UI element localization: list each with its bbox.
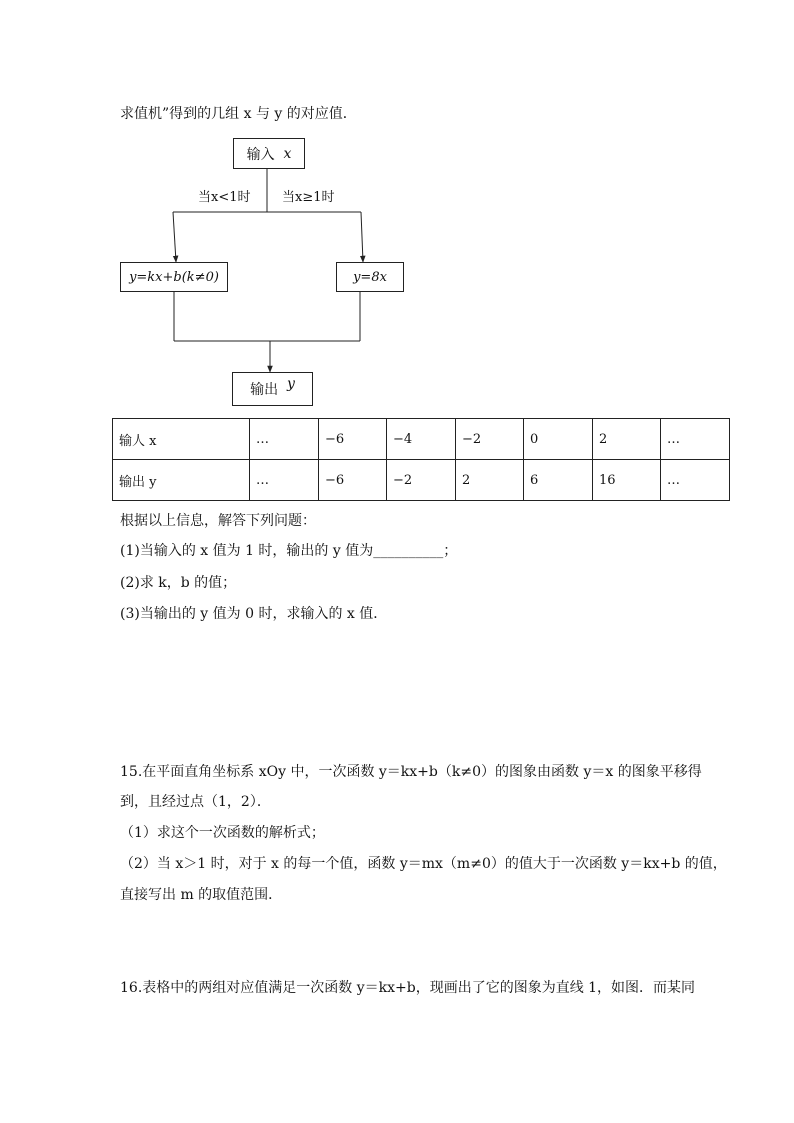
- intro-line: 求值机”得到的几组 x 与 y 的对应值．: [120, 106, 357, 122]
- table-cell: 6: [524, 460, 593, 501]
- table-cell: 0: [524, 419, 593, 460]
- formula-left: y=kx+b(k≠0): [129, 269, 219, 285]
- table-cell: −6: [319, 460, 387, 501]
- q14-part1: (1)当输入的 x 值为 1 时，输出的 y 值为__________；: [120, 543, 458, 559]
- table-cell: −6: [319, 419, 387, 460]
- output-box: [232, 372, 313, 406]
- q16-line1: 16.表格中的两组对应值满足一次函数 y＝kx+b，现画出了它的图象为直线 1，如图．而某同: [120, 980, 696, 996]
- formula-right: y=8x: [353, 269, 387, 285]
- q14-lead: 根据以上信息，解答下列问题：: [120, 513, 316, 529]
- flowchart-connectors: [0, 0, 794, 420]
- formula-left-box: [120, 262, 228, 292]
- table-cell: …: [250, 419, 319, 460]
- table-row: [113, 419, 730, 460]
- table-cell: −2: [387, 460, 456, 501]
- table-cell: 输出 y: [113, 460, 250, 501]
- output-var: y: [286, 376, 295, 392]
- input-label: 输入: [246, 146, 275, 163]
- q15-line2: 到，且经过点（1，2）．: [120, 794, 271, 810]
- formula-right-box: [336, 262, 404, 292]
- q15-line3: （1）求这个一次函数的解析式；: [120, 825, 325, 841]
- q14-part2: (2)求 k，b 的值；: [120, 575, 237, 591]
- table-cell: 输人 x: [113, 419, 250, 460]
- table-cell: 2: [593, 419, 661, 460]
- table-row: [113, 460, 730, 501]
- value-table: [112, 418, 730, 501]
- q15-line1: 15.在平面直角坐标系 xOy 中，一次函数 y＝kx+b（k≠0）的图象由函数 y＝x 的图象平移得: [120, 764, 702, 780]
- table-cell: …: [661, 460, 730, 501]
- table-cell: −2: [456, 419, 524, 460]
- table-cell: −4: [387, 419, 456, 460]
- table-cell: 2: [456, 460, 524, 501]
- table-cell: 16: [593, 460, 661, 501]
- q15-line5: 直接写出 m 的取值范围．: [120, 887, 283, 903]
- condition-right: 当x≥1时: [282, 190, 335, 205]
- condition-left: 当x<1时: [198, 190, 251, 205]
- table-cell: …: [661, 419, 730, 460]
- q14-part3: (3)当输出的 y 值为 0 时，求输入的 x 值．: [120, 606, 388, 622]
- input-box: [233, 138, 305, 169]
- q15-line4: （2）当 x＞1 时，对于 x 的每一个值，函数 y＝mx（m≠0）的值大于一次函数 y＝kx+b 的值，: [120, 856, 727, 872]
- table-cell: …: [250, 460, 319, 501]
- input-var: x: [283, 145, 292, 162]
- output-label: 输出: [250, 382, 279, 398]
